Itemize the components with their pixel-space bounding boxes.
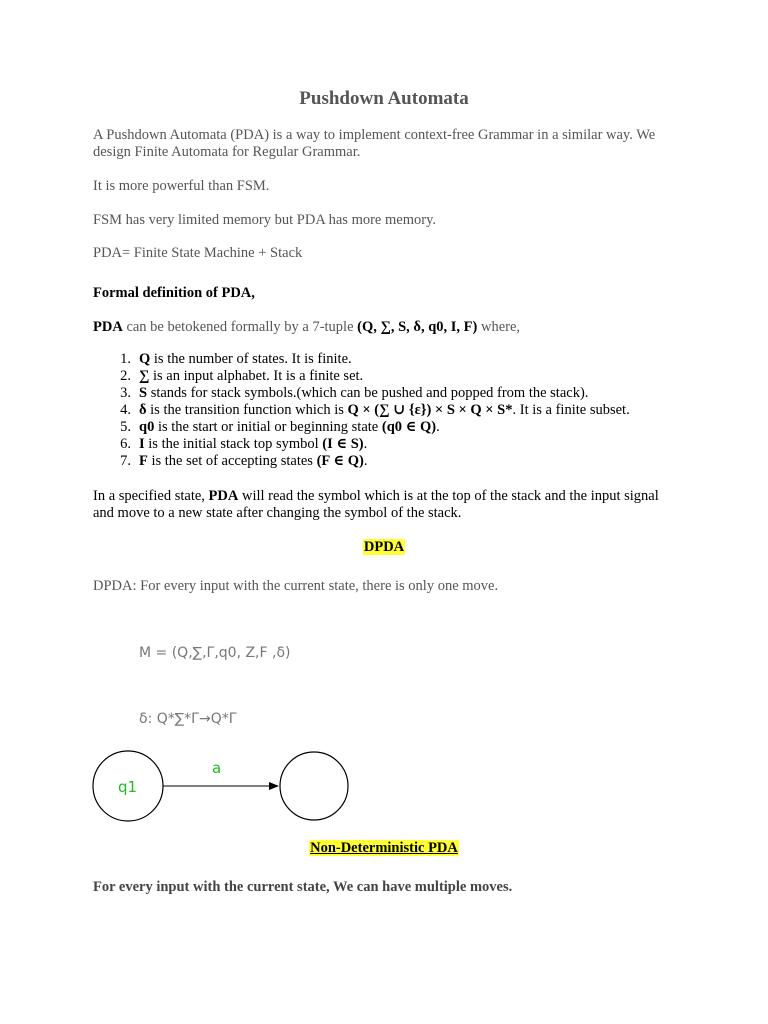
list-number: 4. <box>120 402 131 418</box>
list-text: is the start or initial or beginning state <box>154 419 382 435</box>
list-item <box>93 402 693 419</box>
list-item <box>93 368 693 385</box>
list-text: is the transition function which is <box>146 402 348 418</box>
npda-description: For every input with the current state, We can have multiple moves. <box>93 879 513 895</box>
list-term: F <box>139 453 148 469</box>
list-term: Q <box>139 351 151 367</box>
powerful-paragraph: It is more powerful than FSM. <box>93 178 270 194</box>
formal-definition-heading: Formal definition of PDA, <box>93 285 255 301</box>
list-number: 3. <box>120 385 131 401</box>
transition-label: a <box>212 759 222 777</box>
list-item <box>93 436 693 453</box>
list-text: is the initial stack top symbol <box>144 436 323 452</box>
npda-heading-line <box>0 840 768 857</box>
dpda-transition-formula: δ: Q*∑*Γ→Q*Γ <box>139 711 237 727</box>
state-q1-label: q1 <box>118 778 138 796</box>
dpda-machine-formula: M = (Q,∑,Γ,q0, Z,F ,δ) <box>139 645 291 661</box>
list-formula: (F ∈ Q) <box>316 453 364 469</box>
list-item <box>93 419 693 436</box>
list-term: S <box>139 385 148 401</box>
list-tail: . <box>363 453 368 469</box>
list-number: 1. <box>120 351 131 367</box>
list-term: ∑ <box>139 368 150 384</box>
intro-paragraph: A Pushdown Automata (PDA) is a way to implement context-free Grammar in a similar way. We design Finite Automata for Regular Grammar. <box>93 127 656 160</box>
memory-paragraph: FSM has very limited memory but PDA has more memory. <box>93 212 437 228</box>
read-pre: In a specified state, <box>93 488 209 504</box>
state-circle-target <box>280 752 348 820</box>
list-text: is an input alphabet. It is a finite set. <box>149 368 364 384</box>
list-term: I <box>139 436 145 452</box>
list-number: 5. <box>120 419 131 435</box>
npda-heading: Non-Deterministic PDA <box>310 840 458 856</box>
tuple-definition-list <box>93 351 693 470</box>
dpda-heading: DPDA <box>363 539 405 555</box>
list-formula: (q0 ∈ Q) <box>381 419 437 435</box>
tuple-symbols: (Q, ∑, S, δ, q0, I, F) <box>357 319 478 335</box>
tuple-pda-term: PDA <box>93 319 123 335</box>
list-number: 2. <box>120 368 131 384</box>
list-text: is the number of states. It is finite. <box>150 351 352 367</box>
read-pda-term: PDA <box>208 488 239 504</box>
tuple-lead-text: can be betokened formally by a 7-tuple <box>122 319 358 335</box>
state-diagram <box>90 748 360 838</box>
list-text: is the set of accepting states <box>147 453 317 469</box>
list-number: 6. <box>120 436 131 452</box>
list-text: stands for stack symbols.(which can be pushed and popped from the stack). <box>147 385 589 401</box>
tuple-paragraph <box>93 319 683 336</box>
list-tail: . It is a finite subset. <box>512 402 630 418</box>
tuple-lead-end: where, <box>477 319 521 335</box>
list-item <box>93 351 693 368</box>
read-post: will read the symbol which is at the top of the stack and the input signal and move to a new state after changing the symbol of the stack. <box>93 488 659 521</box>
list-tail: . <box>363 436 368 452</box>
list-term: δ <box>139 402 147 418</box>
list-number: 7. <box>120 453 131 469</box>
list-formula: Q × (∑ ∪ {ε}) × S × Q × S* <box>347 402 513 418</box>
list-term: q0 <box>139 419 155 435</box>
page-title: Pushdown Automata <box>299 88 469 109</box>
dpda-description: DPDA: For every input with the current state, there is only one move. <box>93 578 499 594</box>
list-item <box>93 385 693 402</box>
read-paragraph <box>93 488 683 522</box>
list-formula: (I ∈ S) <box>322 436 364 452</box>
pda-equation: PDA= Finite State Machine + Stack <box>93 245 303 261</box>
list-tail: . <box>436 419 440 435</box>
list-item <box>93 453 693 470</box>
dpda-heading-line <box>0 539 768 556</box>
